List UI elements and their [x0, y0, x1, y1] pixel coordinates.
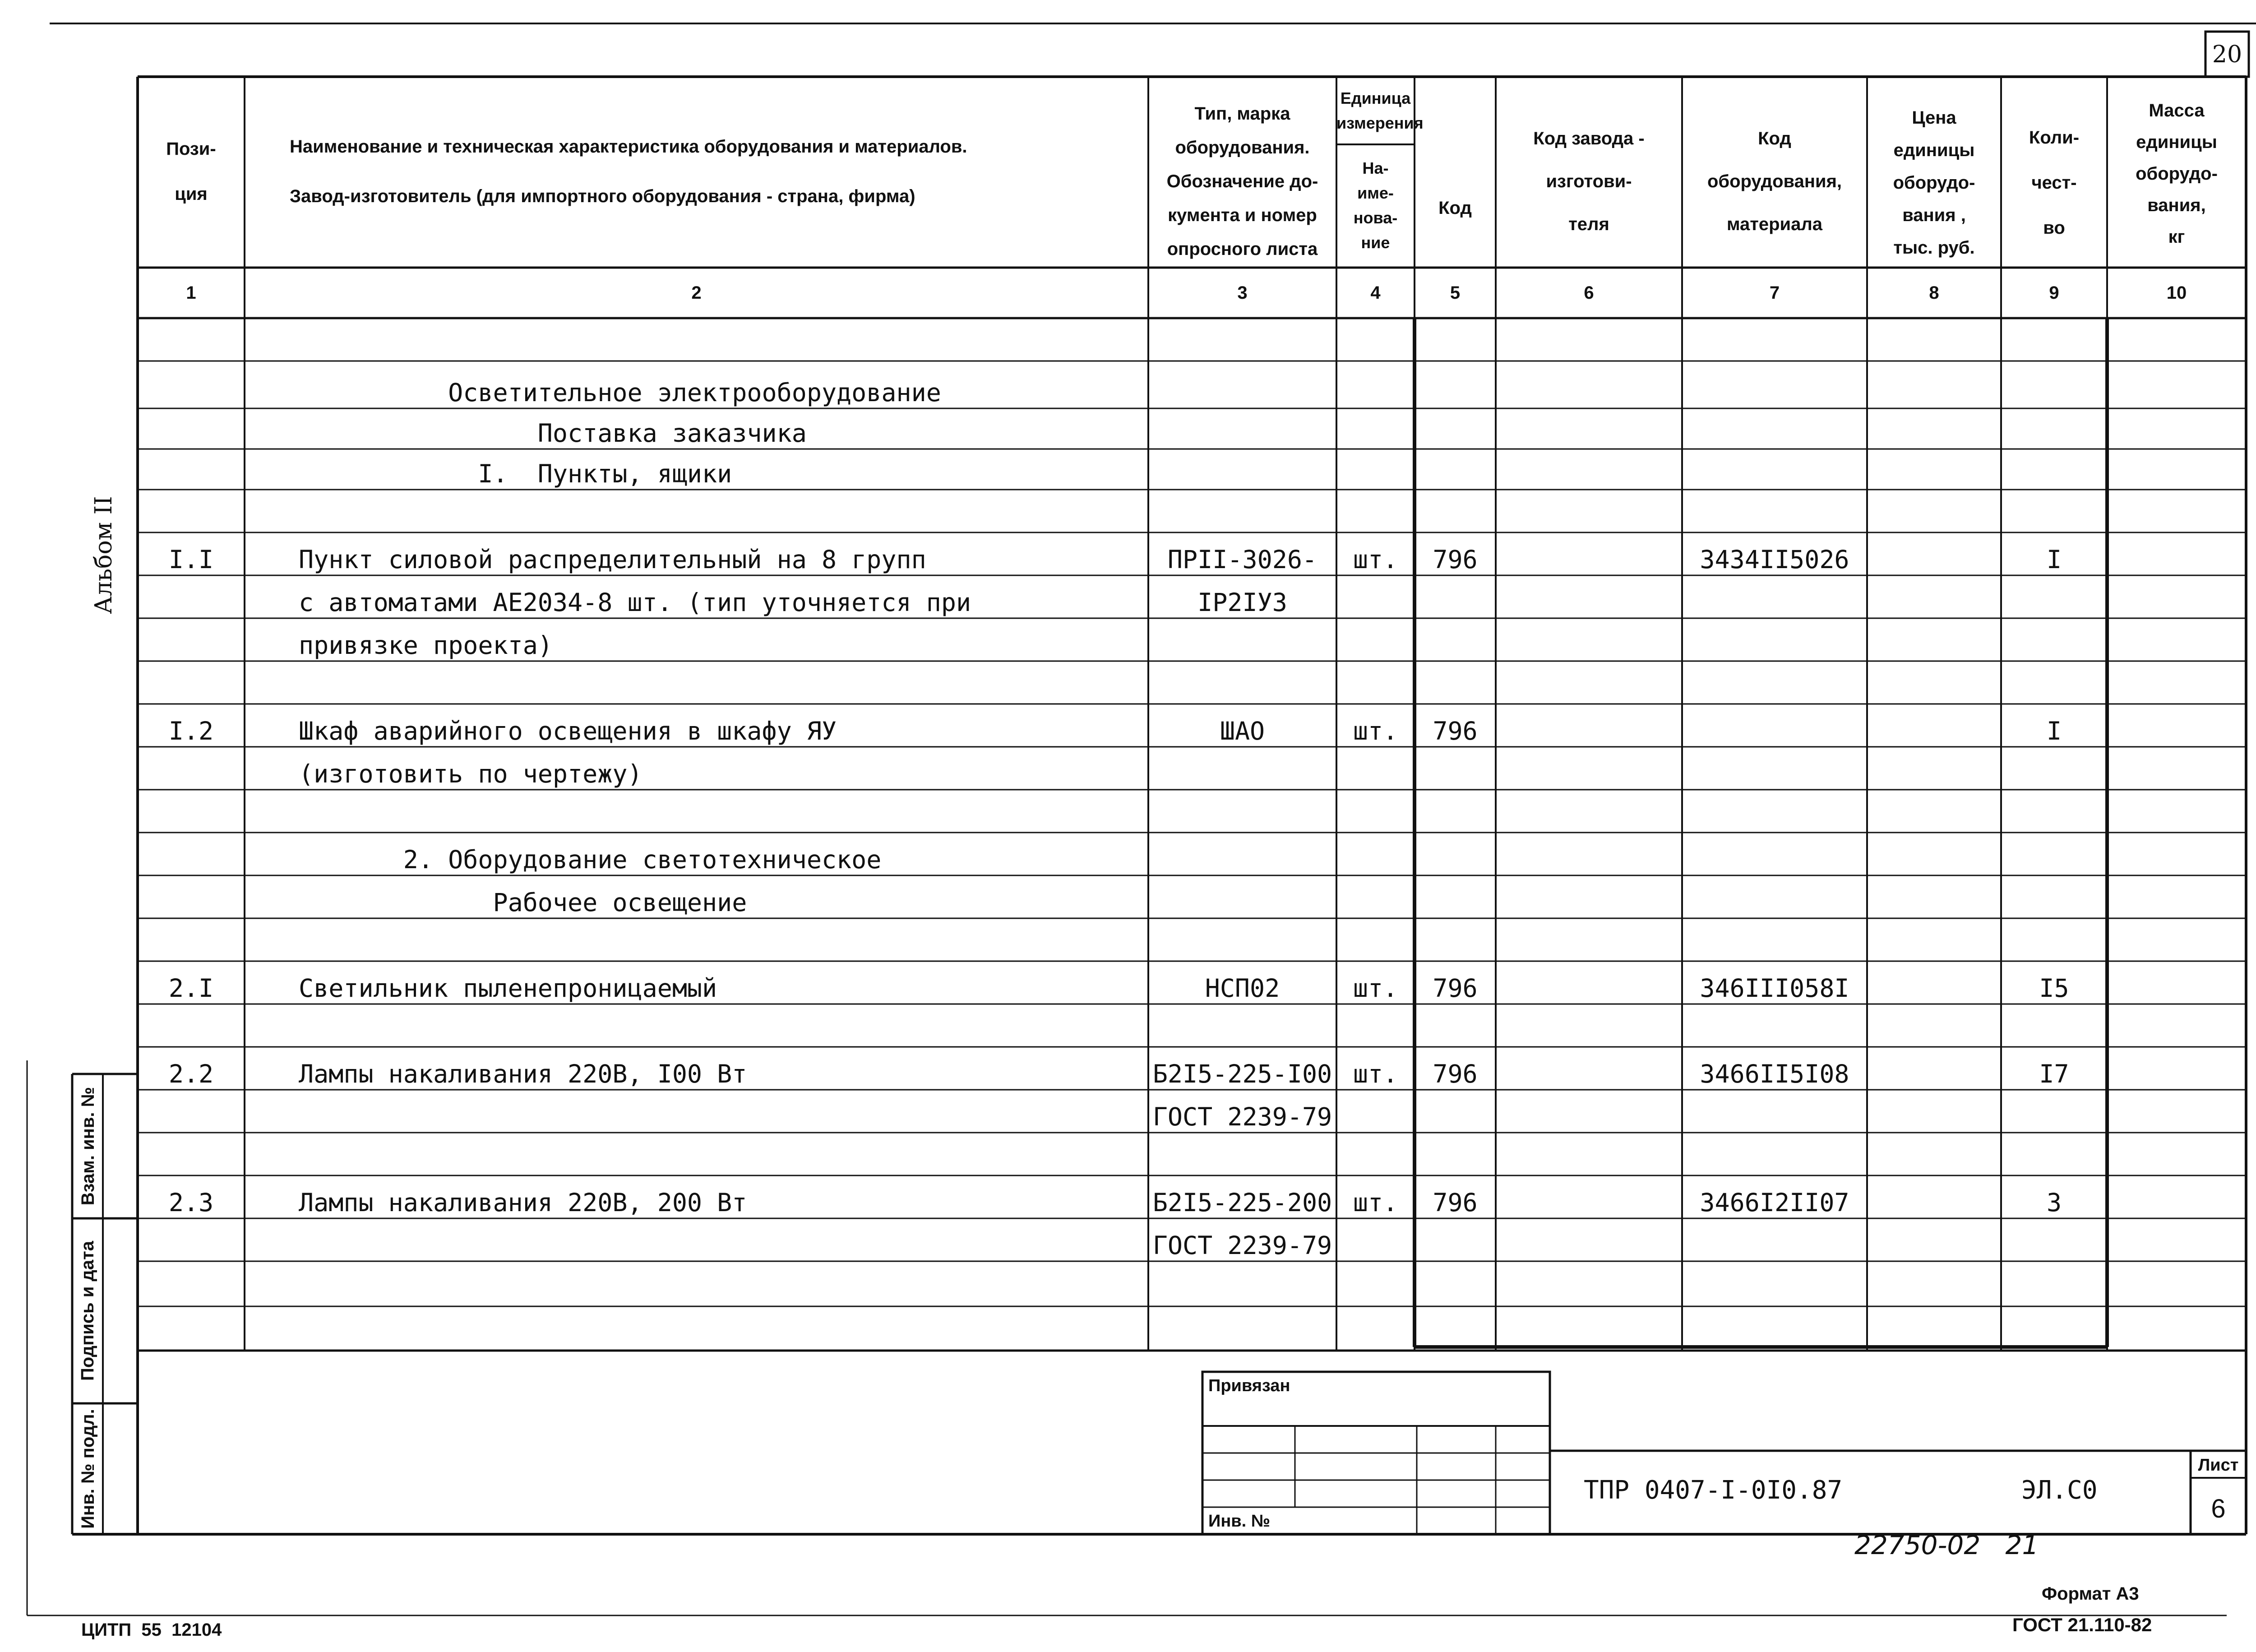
header-unit-name: На- име- нова- ние [1353, 159, 1398, 252]
sheet-corner-number: 20 [2212, 41, 2242, 68]
title-inv-no: Инв. № [1208, 1512, 1271, 1531]
header-factory-code: Код завода - изготови- теля [1533, 129, 1645, 234]
row-name: (изготовить по чертежу) [299, 759, 643, 788]
gost-label: ГОСТ 21.110-82 [2012, 1614, 2152, 1635]
row-position: 2.I [168, 974, 214, 1003]
column-number: 2 [691, 283, 702, 303]
column-number: 1 [186, 283, 196, 303]
row-type: Б2I5-225-I00 [1152, 1060, 1332, 1088]
row-name: Поставка заказчика [299, 419, 807, 448]
row-unit: шт. [1353, 974, 1398, 1003]
row-type: ГОСТ 2239-79 [1152, 1102, 1332, 1131]
document-code: ТПР 0407-I-0I0.87 [1584, 1476, 1843, 1505]
row-name: Лампы накаливания 220В, 200 Вт [299, 1188, 747, 1217]
handwritten-inventory-number: 22750-02 21 [1854, 1530, 2039, 1560]
row-name: Пункт силовой распределительный на 8 групп [299, 545, 926, 574]
side-stamp-vzam-inv: Взам. инв. № [78, 1087, 98, 1206]
row-position: I.2 [168, 717, 214, 745]
header-type: Тип, марка оборудования. Обозначение до- кумента и номер опросного листа [1166, 104, 1318, 259]
list-number: 6 [2211, 1494, 2226, 1523]
row-material-code: 346III058I [1700, 974, 1849, 1003]
row-unit: шт. [1353, 1188, 1398, 1217]
column-number: 3 [1237, 283, 1248, 303]
row-name: I. Пункты, ящики [299, 459, 732, 488]
row-unit: шт. [1353, 717, 1398, 745]
row-position: I.I [168, 545, 214, 574]
header-position: Пози- ция [166, 139, 216, 204]
row-name: Осветительное электрооборудование [299, 378, 941, 407]
column-number: 8 [1929, 283, 1939, 303]
row-name: Шкаф аварийного освещения в шкафу ЯУ [299, 717, 837, 745]
row-type: Б2I5-225-200 [1152, 1188, 1332, 1217]
row-unit-code: 796 [1433, 974, 1478, 1003]
header-material-code: Код оборудования, материала [1707, 129, 1842, 234]
document-mark: ЭЛ.С0 [2021, 1476, 2098, 1505]
header-quantity: Коли- чест- во [2029, 128, 2080, 238]
row-quantity: I7 [2039, 1060, 2069, 1088]
row-quantity: 3 [2046, 1188, 2062, 1217]
column-number: 4 [1370, 283, 1381, 303]
row-type: ПРII-3026- [1167, 545, 1318, 574]
list-label: Лист [2198, 1456, 2239, 1475]
row-position: 2.3 [168, 1188, 214, 1217]
row-type: IP2IУ3 [1197, 588, 1287, 617]
header-name: Наименование и техническая характеристика оборудования и материалов. Завод-изготовитель (для импортного оборудования - страна, фирма) [290, 137, 967, 206]
row-name: привязке проекта) [299, 631, 553, 660]
row-name: Лампы накаливания 220В, I00 Вт [299, 1060, 747, 1088]
row-unit-code: 796 [1433, 717, 1478, 745]
citp-label: ЦИТП 55 12104 [81, 1620, 222, 1640]
row-type: ШАО [1220, 717, 1265, 745]
column-number: 7 [1769, 283, 1780, 303]
row-quantity: I5 [2039, 974, 2069, 1003]
row-position: 2.2 [168, 1060, 214, 1088]
row-material-code: 3434II5026 [1700, 545, 1849, 574]
header-unit-group: Единица измерения [1336, 89, 1424, 132]
column-number: 10 [2166, 283, 2187, 303]
column-number: 6 [1584, 283, 1594, 303]
row-name: с автоматами АЕ2034-8 шт. (тип уточняется при [299, 588, 971, 617]
row-type: ГОСТ 2239-79 [1152, 1231, 1332, 1260]
header-mass: Масса единицы оборудо- вания, кг [2136, 101, 2218, 247]
column-number: 5 [1450, 283, 1461, 303]
header-unit-code: Код [1438, 198, 1472, 218]
side-stamp-inv-podl: Инв. № подл. [78, 1409, 98, 1529]
row-type: НСП02 [1205, 974, 1280, 1003]
row-name: 2. Оборудование светотехническое [299, 845, 882, 874]
row-unit: шт. [1353, 1060, 1398, 1088]
row-material-code: 3466I2II07 [1700, 1188, 1849, 1217]
row-quantity: I [2046, 545, 2062, 574]
side-stamp-podpis-data: Подпись и дата [78, 1241, 97, 1381]
header-price: Цена единицы оборудо- вания , тыс. руб. [1893, 108, 1975, 258]
format-label: Формат А3 [2042, 1584, 2139, 1604]
row-unit-code: 796 [1433, 1060, 1478, 1088]
row-unit-code: 796 [1433, 545, 1478, 574]
row-unit-code: 796 [1433, 1188, 1478, 1217]
row-unit: шт. [1353, 545, 1398, 574]
row-material-code: 3466II5I08 [1700, 1060, 1849, 1088]
row-name: Рабочее освещение [299, 888, 747, 917]
title-privyazan: Привязан [1208, 1376, 1290, 1395]
row-name: Светильник пыленепроницаемый [299, 974, 717, 1003]
row-quantity: I [2046, 717, 2062, 745]
album-label: Альбом II [90, 496, 117, 614]
column-number: 9 [2049, 283, 2059, 303]
